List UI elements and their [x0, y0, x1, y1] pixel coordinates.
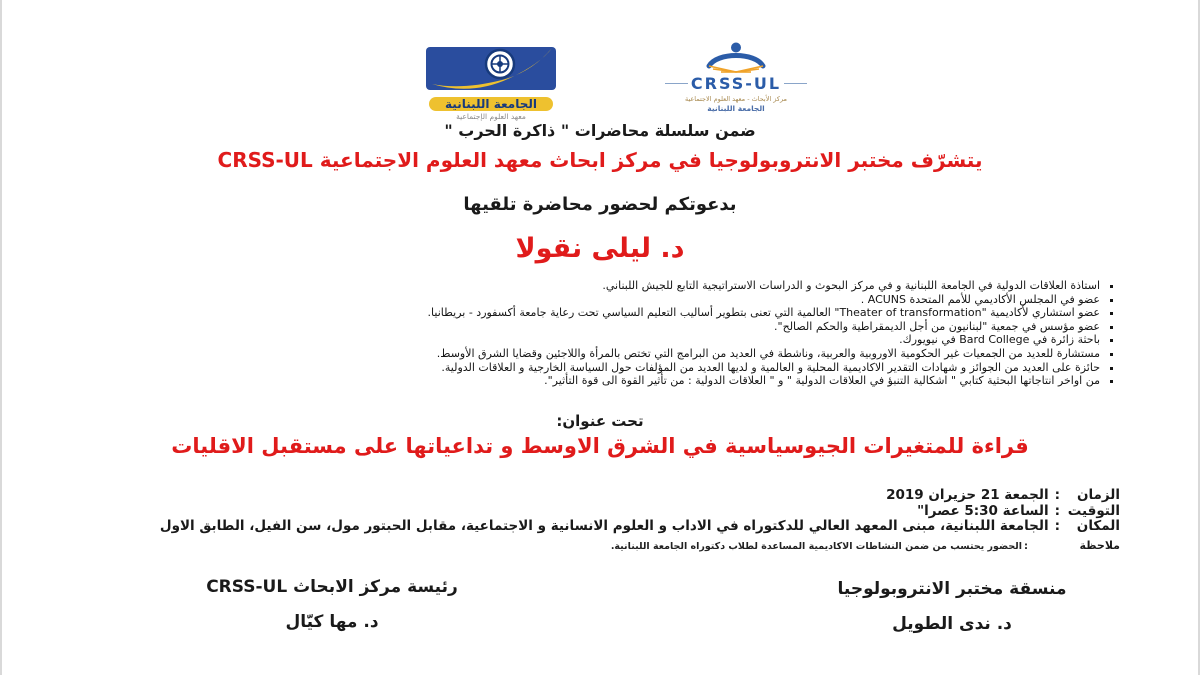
- lebanese-university-logo: [420, 46, 562, 121]
- coordinator-role: منسقة مختبر الانتروبولوجيا: [837, 579, 1067, 599]
- speaker-name: د. ليلى نقولا: [515, 233, 685, 264]
- clock-label: التوقيت: [1067, 502, 1120, 519]
- colon: :: [1024, 540, 1028, 552]
- time-value: الجمعة 21 حزيران 2019: [886, 487, 1049, 503]
- crss-ul-line2: الجامعة اللبنانية: [707, 104, 765, 113]
- crss-ul-acronym: CRSS-UL: [690, 74, 782, 93]
- place-label: المكان: [1076, 518, 1120, 534]
- university-emblem-icon: [422, 46, 560, 92]
- time-row: [72, 488, 1120, 504]
- time-label: الزمان: [1076, 487, 1120, 503]
- lecture-series-line: ضمن سلسلة محاضرات " ذاكرة الحرب ": [444, 121, 756, 140]
- crss-ul-emblem-icon: [701, 42, 771, 76]
- bio-bullet-item: ▪ من اواخر انتاجاتها البحثية كتابي " اشكالية التنبؤ في العلاقات الدولية " و " العلاقات الدولية : من تأثير القوة الى قوة التأثير".: [86, 374, 1100, 388]
- clock-value: الساعة 5:30 عصرا": [917, 502, 1049, 519]
- bio-bullet-item: ▪ حائزة على العديد من الجوائز و شهادات التقدير الاكاديمية المحلية و العالمية و لديها العديد من المؤلفات حول السياسة الخارجية و العلاقات الدولية.: [86, 361, 1100, 375]
- note-label: ملاحظة: [1079, 538, 1120, 552]
- bio-bullet-item: ▪ استاذة العلاقات الدولية في الجامعة اللبنانية و في مركز البحوث و الدراسات الاستراتيجية التابع للجيش اللبناني.: [86, 279, 1100, 293]
- colon: :: [1054, 502, 1060, 519]
- note-value: الحضور يحتسب من ضمن النشاطات الاكاديمية المساعدة لطلاب دكتوراه الجامعة اللبنانية.: [610, 540, 1022, 552]
- place-row: [72, 519, 1120, 535]
- lecture-title: قراءة للمتغيرات الجيوسياسية في الشرق الاوسط و تداعياتها على مستقبل الاقليات: [171, 434, 1029, 458]
- invitation-line: بدعوتكم لحضور محاضرة تلقيها: [463, 194, 737, 215]
- crss-ul-acronym-row: [665, 74, 807, 93]
- rule-left: [665, 83, 688, 84]
- colon: :: [1054, 487, 1060, 503]
- center-head-role: رئيسة مركز الابحاث CRSS-UL: [206, 577, 458, 597]
- university-logo-subtitle: معهد العلوم الإجتماعية: [456, 112, 526, 121]
- speaker-bio-list: [86, 279, 1116, 388]
- topic-label: تحت عنوان:: [556, 412, 644, 430]
- bio-bullet-item: ▪ عضو في المجلس الأكاديمي للأمم المتحدة ACUNS .: [86, 293, 1100, 307]
- bio-bullet-item: ▪ مستشارة للعديد من الجمعيات غير الحكومية الاوروبية والعربية، وناشطة في العديد من البرامج التي تختص بالمرأة واللاجئين وقضايا الشرق الأوسط.: [86, 347, 1100, 361]
- crss-ul-logo: [665, 42, 807, 113]
- bio-bullet-item: ▪ عضو مؤسس في جمعية "لبنانيون من أجل الديمقراطية والحكم الصالح".: [86, 320, 1100, 334]
- place-value: الجامعة اللبنانية، مبنى المعهد العالي للدكتوراه في الاداب و العلوم الانسانية و الاجتماعية، مقابل الحبتور مول، سن الفيل، الطابق الاول: [159, 518, 1049, 534]
- bio-bullet-item: ▪ باحثة زائرة في Bard College في نيويورك.: [86, 333, 1100, 347]
- clock-row: [72, 504, 1120, 520]
- signature-center-head: [122, 577, 542, 632]
- note-row: [72, 538, 1120, 555]
- center-head-name: د. مها كيّال: [285, 612, 379, 632]
- speaker-bio-section: [86, 279, 1116, 388]
- crss-ul-line1: مركز الأبحاث - معهد العلوم الاجتماعية: [684, 95, 788, 103]
- host-line: يتشرّف مختبر الانتروبولوجيا في مركز ابحاث معهد العلوم الاجتماعية CRSS-UL: [217, 148, 983, 172]
- signature-coordinator: [762, 579, 1142, 634]
- event-details: [72, 488, 1120, 554]
- bio-bullet-item: ▪ عضو استشاري لأكاديمية "Theater of transformation" العالمية التي تعنى بتطوير أساليب التعليم السياسي تحت رعاية جامعة أكسفورد - بريطانيا.: [86, 306, 1100, 320]
- colon: :: [1054, 518, 1060, 534]
- rule-right: [784, 83, 807, 84]
- university-logo-banner: الجامعة اللبنانية: [429, 97, 553, 111]
- coordinator-name: د. ندى الطويل: [892, 614, 1012, 634]
